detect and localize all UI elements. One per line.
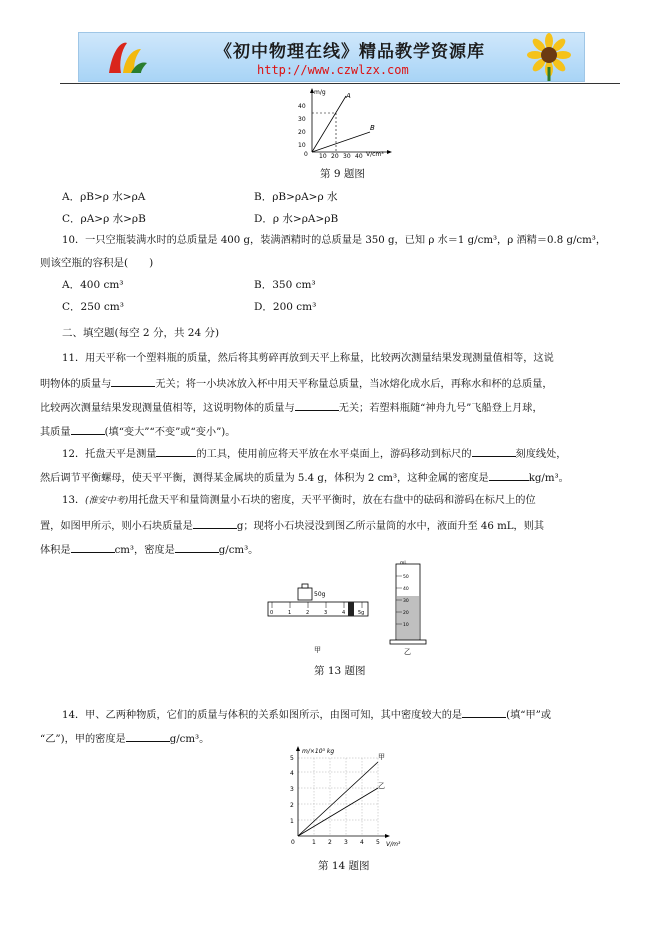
- scale-tick: 4: [342, 610, 346, 616]
- fig9-xtick: 10: [319, 153, 327, 160]
- cylinder-tick: 10: [403, 623, 409, 628]
- section-heading: 二、填空题(每空 2 分，共 24 分): [62, 327, 220, 339]
- scale-tick: 1: [288, 610, 292, 616]
- fig13-label-right: 乙: [404, 648, 411, 656]
- fig13-label-left: 甲: [314, 646, 321, 654]
- fig9-ytick: 10: [298, 142, 306, 149]
- q12-text: kg/m³。: [528, 473, 569, 484]
- q13-line1: [62, 494, 536, 508]
- fig14-xtick: 3: [344, 839, 348, 846]
- fig14-xtick: 5: [376, 839, 380, 846]
- answer-blank[interactable]: [175, 542, 219, 553]
- q10-line2: 则该空瓶的容积是( ): [40, 257, 154, 269]
- fig9-ylabel: m/g: [314, 89, 326, 96]
- fig9-label-a: A: [346, 92, 351, 100]
- q11-text: 比较两次测量结果发现测量值相等，这说明物体的质量与: [40, 403, 295, 414]
- fig9-ytick: 20: [298, 129, 306, 136]
- answer-blank[interactable]: [193, 518, 237, 529]
- fig14-ytick: 4: [290, 770, 294, 777]
- fig14-xlabel: V/m³: [386, 841, 401, 848]
- q14-text: (填“甲”或: [506, 710, 552, 721]
- fig14-series-yi: 乙: [378, 782, 385, 790]
- fig14-line-yi: [298, 788, 378, 836]
- q14-line2: [40, 731, 209, 747]
- scale-tick: 2: [306, 610, 310, 616]
- q12-text: 12．托盘天平是测量: [62, 449, 157, 460]
- q12-line2: [40, 470, 569, 486]
- fig9-label-b: B: [370, 124, 375, 132]
- cylinder-tick: 30: [403, 599, 409, 604]
- answer-blank[interactable]: [126, 731, 170, 742]
- fig14-caption: 第 14 题图: [318, 860, 370, 872]
- cylinder-tick: 40: [403, 587, 409, 592]
- fig9-graph: [290, 86, 400, 160]
- sunflower-icon: [509, 33, 584, 81]
- fig14-xtick: 1: [312, 839, 316, 846]
- q11-text: 无关；将一小块冰放入杯中用天平称量总质量，当冰熔化成水后，再称水和杯的总质量，: [155, 379, 553, 390]
- banner-title: 《初中物理在线》精品教学资源库: [215, 42, 485, 62]
- q10-option-c: C．250 cm³: [62, 301, 124, 313]
- q13-text: 置，如图甲所示，则小石块质量是: [40, 521, 193, 532]
- weight-icon: [298, 584, 312, 600]
- fig14-line-jia: [298, 762, 378, 836]
- q13-text: g/cm³。: [218, 545, 259, 556]
- q11-text: 无关；若塑料瓶随“神舟九号”飞船登上月球，: [338, 403, 543, 414]
- q11-text: 明物体的质量与: [40, 379, 112, 390]
- fig14-ytick: 3: [290, 786, 294, 793]
- fig14-xtick: 2: [328, 839, 332, 846]
- answer-blank[interactable]: [462, 707, 506, 718]
- q13-text: cm³，密度是: [114, 545, 175, 556]
- fig13-caption: 第 13 题图: [314, 665, 366, 677]
- header-rule: [60, 83, 620, 84]
- q9-option-b: B．ρB>ρA>ρ 水: [254, 191, 338, 203]
- fig9-xlabel: V/cm³: [366, 151, 384, 158]
- logo-icon: [101, 37, 149, 77]
- answer-blank[interactable]: [472, 446, 516, 457]
- q10-option-d: D．200 cm³: [254, 301, 317, 313]
- banner-url[interactable]: http://www.czwlzx.com: [257, 63, 409, 77]
- fig14-series-jia: 甲: [378, 753, 385, 761]
- q13-text: g；现将小石块浸没到图乙所示量筒的水中，液面升至 46 mL，则其: [236, 521, 545, 532]
- fig9-origin: 0: [304, 151, 308, 158]
- fig14-ytick: 2: [290, 802, 294, 809]
- q13-source-tag: (淮安中考): [85, 496, 129, 506]
- answer-blank[interactable]: [71, 542, 115, 553]
- scale-tick: 5g: [358, 610, 365, 616]
- fig14-ytick: 1: [290, 818, 294, 825]
- fig13-weight-label: 50g: [314, 591, 326, 598]
- fig14-ylabel: m/×10³ kg: [302, 748, 335, 755]
- cylinder-tick: 50: [403, 575, 409, 580]
- q11-line3: [40, 400, 543, 416]
- q13-text: 用托盘天平和量筒测量小石块的密度，天平平衡时，放在右盘中的砝码和游码在标尺上的位: [128, 495, 536, 506]
- fig14-ytick: 5: [290, 755, 294, 762]
- q10-option-a: A．400 cm³: [62, 279, 124, 291]
- cylinder-tick: 20: [403, 611, 409, 616]
- cylinder-unit: mL: [400, 561, 407, 566]
- answer-blank[interactable]: [489, 470, 529, 481]
- fig9-ytick: 40: [298, 103, 306, 110]
- fig14-origin: 0: [291, 839, 295, 846]
- q11-line2: [40, 376, 553, 392]
- q11-line4: [40, 424, 235, 440]
- answer-blank[interactable]: [295, 400, 339, 411]
- q10-line1: 10．一只空瓶装满水时的总质量是 400 g，装满酒精时的总质量是 350 g，已知 ρ 水＝1 g/cm³，ρ 酒精＝0.8 g/cm³，: [62, 235, 607, 246]
- scale-tick: 0: [270, 610, 274, 616]
- q11-text: (填“变大”“不变”或“变小”)。: [104, 427, 236, 438]
- header-banner: [78, 32, 585, 82]
- answer-blank[interactable]: [71, 424, 105, 435]
- scale-tick: 3: [324, 610, 328, 616]
- q9-option-a: A．ρB>ρ 水>ρA: [62, 191, 146, 203]
- q12-text: 然后调节平衡螺母，使天平平衡，测得某金属块的质量为 5.4 g，体积为 2 cm³，这种金属的密度是: [40, 473, 489, 484]
- q13-text: 13．: [62, 495, 86, 506]
- fig9-ytick: 30: [298, 116, 306, 123]
- answer-blank[interactable]: [156, 446, 196, 457]
- fig9-xtick: 40: [355, 153, 363, 160]
- q14-text: “乙”)，甲的密度是: [40, 734, 126, 745]
- q11-text: 其质量: [40, 427, 71, 438]
- fig9-xtick: 20: [331, 153, 339, 160]
- fig9-caption: 第 9 题图: [320, 168, 365, 180]
- q14-line1: [62, 707, 551, 723]
- q12-text: 的工具，使用前应将天平放在水平桌面上，游码移动到标尺的: [196, 449, 472, 460]
- rider: [348, 602, 354, 616]
- fig14-xtick: 4: [360, 839, 364, 846]
- q13-line2: [40, 518, 544, 534]
- q13-text: 体积是: [40, 545, 71, 556]
- q10-option-b: B．350 cm³: [254, 279, 316, 291]
- fig9-xtick: 30: [343, 153, 351, 160]
- q12-line1: [62, 446, 566, 462]
- q9-option-d: D．ρ 水>ρA>ρB: [254, 213, 339, 225]
- answer-blank[interactable]: [111, 376, 155, 387]
- fig9-line-b: [312, 132, 370, 152]
- q14-text: g/cm³。: [169, 734, 210, 745]
- q11-line1: 11．用天平称一个塑料瓶的质量，然后将其剪碎再放到天平上称量，比较两次测量结果发现测量值相等，这说: [62, 353, 554, 364]
- q14-text: 14．甲、乙两种物质，它们的质量与体积的关系如图所示，由图可知，其中密度较大的是: [62, 710, 463, 721]
- q9-option-c: C．ρA>ρ 水>ρB: [62, 213, 146, 225]
- q12-text: 刻度线处，: [515, 449, 567, 460]
- fig9-line-a: [312, 96, 346, 152]
- q13-line3: [40, 542, 258, 558]
- fig13-figure: [262, 556, 432, 656]
- fig14-graph: [280, 744, 410, 850]
